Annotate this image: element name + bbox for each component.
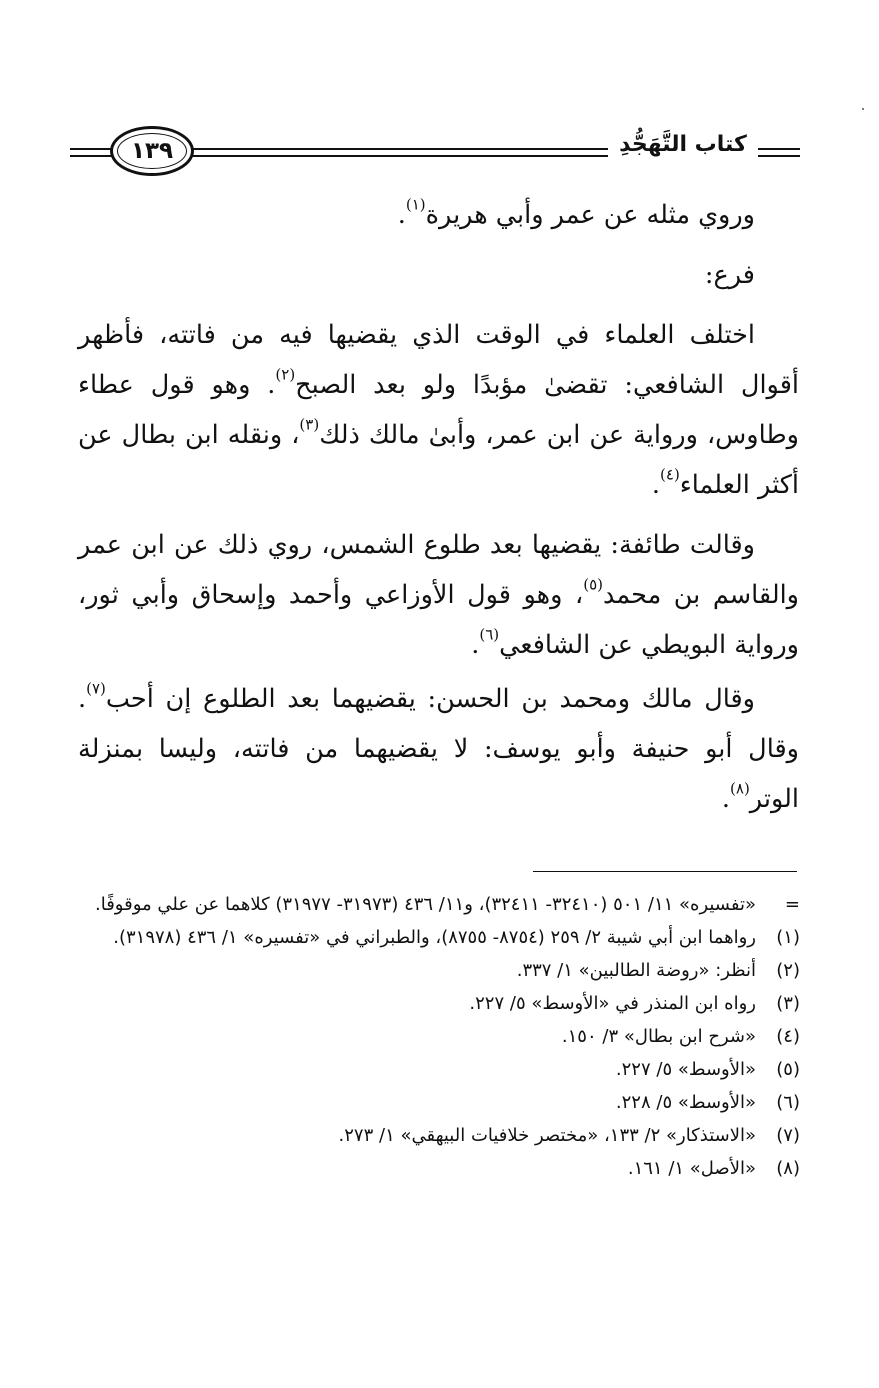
paragraph-1: [78, 190, 799, 240]
footnote-ref: (٣): [299, 415, 320, 434]
footnote-mark: (٣): [776, 993, 800, 1014]
text-run: . وهو قول عطاء وطاوس، ورواية عن ابن عمر، وأبىٰ مالك ذلك: [78, 370, 799, 450]
main-text: [78, 190, 799, 824]
footnote-ref: (٥): [583, 575, 603, 594]
text-run: ، وهو قول الأوزاعي وأحمد وإسحاق وأبي ثور، ورواية البويطي عن الشافعي: [78, 580, 799, 660]
footnote-mark: (٧): [776, 1125, 800, 1146]
footnote-item: [80, 1086, 800, 1119]
footnote-item: [80, 1053, 800, 1086]
footnote-ref: (٢): [275, 365, 296, 384]
text-run: اختلف العلماء في الوقت الذي يقضيها فيه من فاتته، فأظهر أقوال الشافعي: تقضىٰ مؤبدًا ولو بعد الصبح: [78, 320, 799, 400]
footnote-text: «الأوسط» ٥/ ٢٢٧.: [615, 1059, 756, 1080]
footnote-ref: (٤): [660, 465, 680, 484]
text-run: .: [721, 784, 731, 814]
header-rule-middle: [186, 148, 608, 157]
section-heading: فرع:: [704, 260, 755, 290]
footnote-ref: (١): [405, 195, 426, 214]
footnote-item: [80, 888, 800, 921]
footnote-item: [80, 1119, 800, 1152]
footnotes: [80, 888, 800, 1185]
footnote-text: أنظر: «روضة الطالبين» ١/ ٣٣٧.: [516, 960, 756, 981]
text-run: .: [471, 630, 480, 660]
footnote-ref: (٨): [730, 779, 750, 798]
footnote-ref: (٦): [479, 625, 500, 644]
paragraph-5: [78, 674, 799, 824]
footnote-separator: [533, 871, 797, 872]
text-run: وقال مالك ومحمد بن الحسن: يقضيهما بعد الطلوع إن أحب: [105, 684, 755, 714]
footnote-mark: (٤): [776, 1026, 800, 1047]
footnote-mark: (٦): [776, 1092, 800, 1113]
paragraph-3: [78, 310, 799, 510]
page-number: ١٣٩: [130, 138, 174, 164]
footnote-item: [80, 987, 800, 1020]
footnote-text: «الاستذكار» ٢/ ١٣٣، «مختصر خلافيات البيهقي» ١/ ٢٧٣.: [338, 1125, 756, 1146]
book-title: كتاب التَّهَجُّدِ: [619, 132, 747, 157]
text-run: ، ونقله ابن بطال عن أكثر العلماء: [78, 420, 799, 500]
footnote-text: «شرح ابن بطال» ٣/ ١٥٠.: [561, 1026, 756, 1047]
scan-speck: [862, 108, 864, 110]
text-run: .: [651, 470, 661, 500]
paragraph-4: [78, 520, 799, 670]
footnote-text: «الأوسط» ٥/ ٢٢٨.: [615, 1092, 756, 1113]
footnote-item: [80, 1020, 800, 1053]
header-rule-right: [758, 148, 800, 157]
footnote-mark: (٥): [776, 1059, 800, 1080]
page-number-oval: [110, 126, 194, 176]
footnote-mark: (٨): [776, 1158, 800, 1179]
footnote-mark: (١): [776, 927, 800, 948]
text-run: .: [397, 200, 406, 230]
footnote-mark: =: [784, 894, 800, 915]
footnote-item: [80, 921, 800, 954]
footnote-text: «الأصل» ١/ ١٦١.: [627, 1158, 756, 1179]
footnote-ref: (٧): [86, 679, 106, 698]
text-run: وقالت طائفة: يقضيها بعد طلوع الشمس، روي ذلك عن ابن عمر والقاسم بن محمد: [78, 530, 799, 610]
footnote-text: رواهما ابن أبي شيبة ٢/ ٢٥٩ (٨٧٥٤- ٨٧٥٥)، والطبراني في «تفسيره» ١/ ٤٣٦ (٣١٩٧٨).: [113, 927, 756, 948]
text-run: وروي مثله عن عمر وأبي هريرة: [425, 200, 755, 230]
footnote-text: رواه ابن المنذر في «الأوسط» ٥/ ٢٢٧.: [469, 993, 756, 1014]
footnote-item: [80, 954, 800, 987]
footnote-item: [80, 1152, 800, 1185]
page-header: [70, 118, 800, 192]
text-run: . وقال أبو حنيفة وأبو يوسف: لا يقضيهما من فاتته، وليسا بمنزلة الوتر: [78, 684, 799, 814]
footnote-mark: (٢): [776, 960, 800, 981]
footnote-text: «تفسيره» ١١/ ٥٠١ (٣٢٤١٠- ٣٢٤١١)، و١١/ ٤٣٦ (٣١٩٧٣- ٣١٩٧٧) كلاهما عن علي موقوفًا.: [95, 894, 756, 915]
